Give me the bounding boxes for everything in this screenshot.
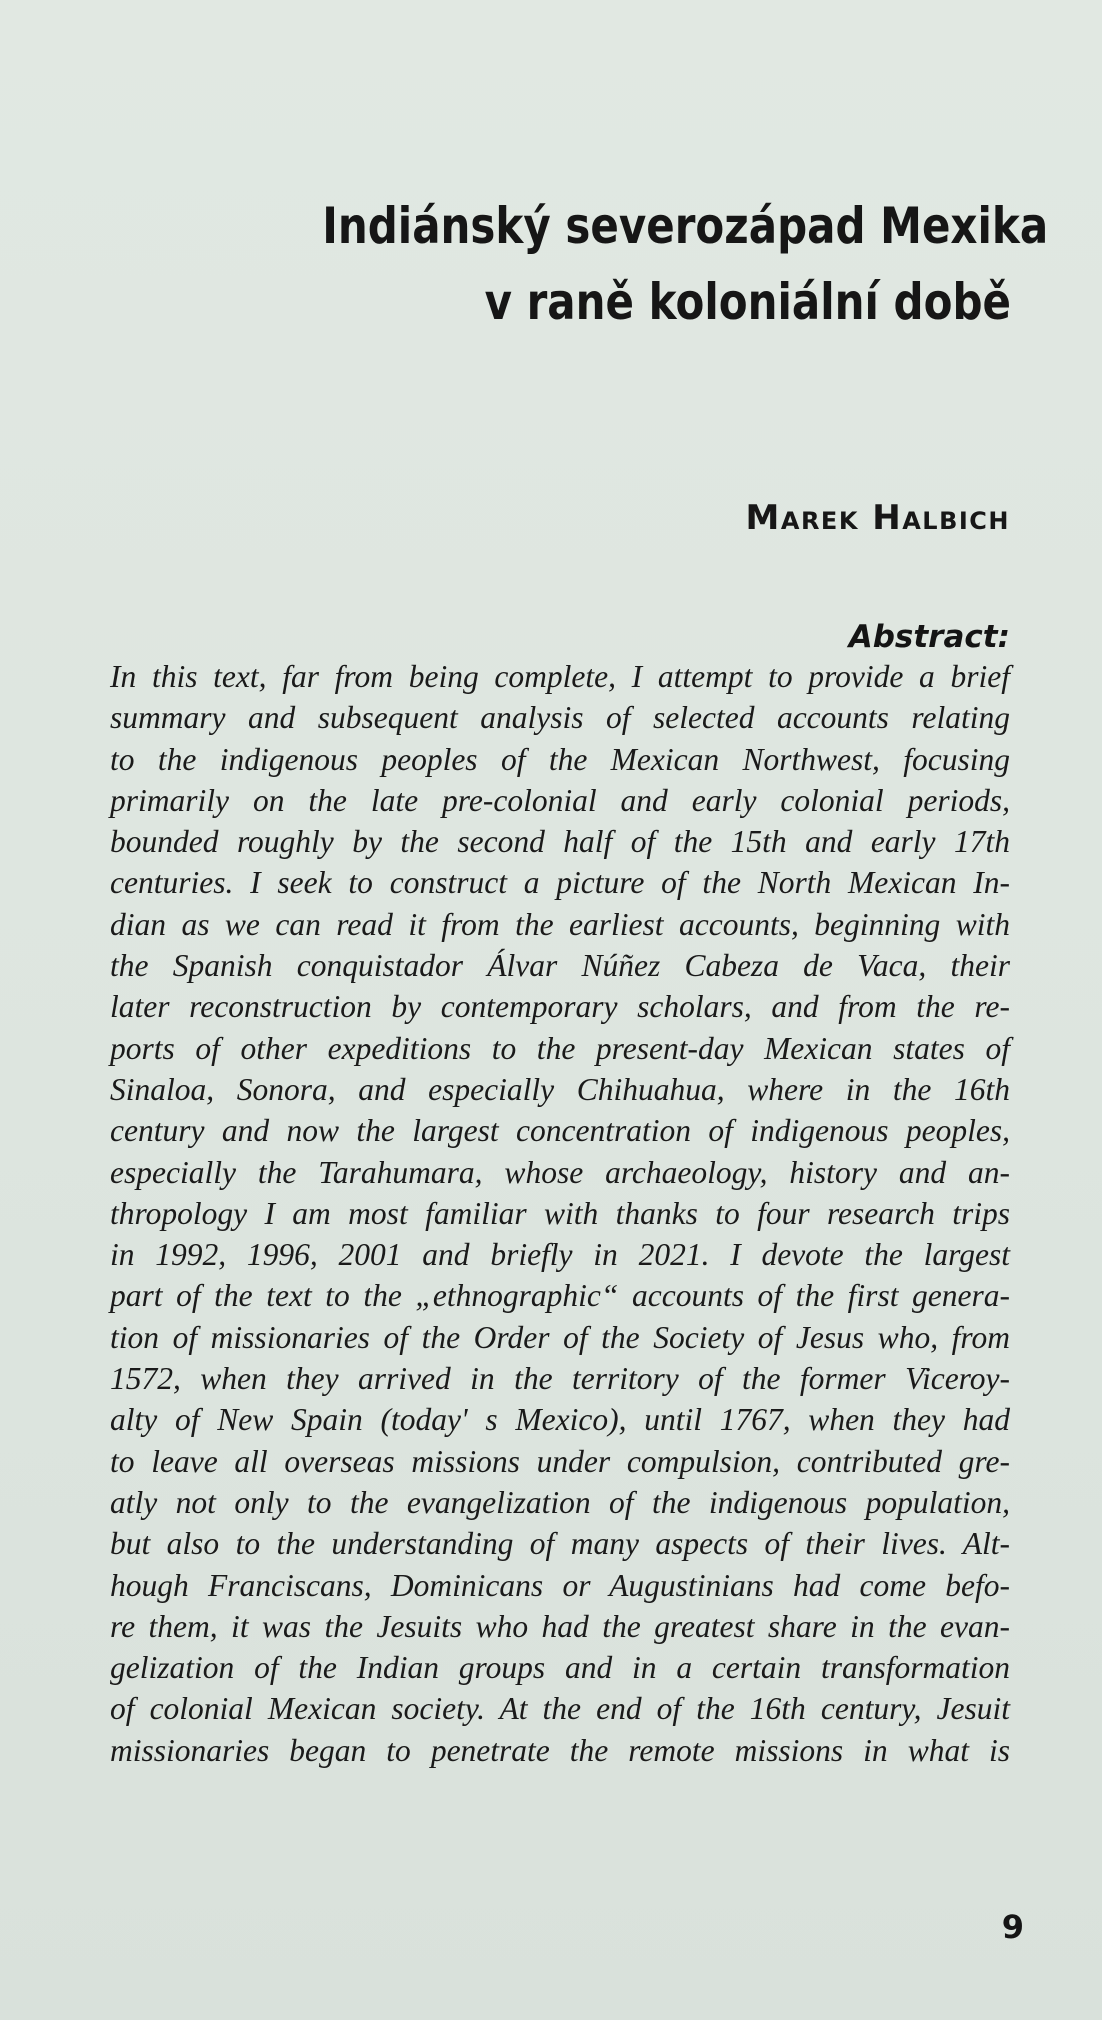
chapter-title-line-1: Indiánský severozápad Mexika [322,197,1049,255]
abstract-line: missionaries began to penetrate the remote missions in what is [110,1732,1010,1768]
abstract-line: ports of other expeditions to the present-day Mexican states of [110,1030,1010,1066]
abstract-line: gelization of the Indian groups and in a certain transformation [110,1650,1010,1686]
abstract-line: re them, it was the Jesuits who had the greatest share in the evan- [110,1608,1010,1644]
abstract-line: part of the text to the „ethnographic“ accounts of the first genera- [110,1278,1010,1314]
abstract-heading: Abstract: [848,619,1010,655]
abstract-line: summary and subsequent analysis of selected accounts relating [110,700,1010,736]
abstract-line: dian as we can read it from the earliest accounts, beginning with [110,906,1010,942]
abstract-line: centuries. I seek to construct a picture of the North Mexican In- [110,865,1010,901]
abstract-line: Sinaloa, Sonora, and especially Chihuahua, where in the 16th [110,1071,1010,1107]
abstract-line: later reconstruction by contemporary scholars, and from the re- [110,989,1010,1025]
abstract-line: but also to the understanding of many aspects of their lives. Alt- [110,1526,1010,1562]
abstract-body [110,656,1010,1771]
author-name: Marek Halbich [745,498,1010,538]
abstract-line: century and now the largest concentration of indigenous peoples, [110,1113,1010,1149]
abstract-line: to leave all overseas missions under compulsion, contributed gre- [110,1443,1010,1479]
abstract-line: of colonial Mexican society. At the end of the 16th century, Jesuit [110,1691,1010,1727]
chapter-title-line-2: v raně koloniální době [484,273,1011,331]
abstract-line: tion of missionaries of the Order of the Society of Jesus who, from [110,1319,1010,1355]
abstract-line: hough Franciscans, Dominicans or Augustinians had come befo- [110,1567,1010,1603]
abstract-line: primarily on the late pre-colonial and early colonial periods, [110,782,1010,818]
abstract-line: bounded roughly by the second half of the 15th and early 17th [110,824,1010,860]
chapter-title [322,188,1049,340]
page-number: 9 [1001,1908,1024,1946]
abstract-line: in 1992, 1996, 2001 and briefly in 2021. I devote the largest [110,1237,1010,1273]
abstract-line: especially the Tarahumara, whose archaeology, history and an- [110,1154,1010,1190]
abstract-line: thropology I am most familiar with thanks to four research trips [110,1195,1010,1231]
abstract-line: the Spanish conquistador Álvar Núñez Cabeza de Vaca, their [110,948,1010,984]
abstract-line: 1572, when they arrived in the territory of the former Viceroy- [110,1361,1010,1397]
abstract-line: to the indigenous peoples of the Mexican Northwest, focusing [110,741,1010,777]
abstract-line: atly not only to the evangelization of the indigenous population, [110,1484,1010,1520]
abstract-line: In this text, far from being complete, I attempt to provide a brief [110,659,1010,694]
abstract-line: alty of New Spain (today' s Mexico), until 1767, when they had [110,1402,1010,1438]
